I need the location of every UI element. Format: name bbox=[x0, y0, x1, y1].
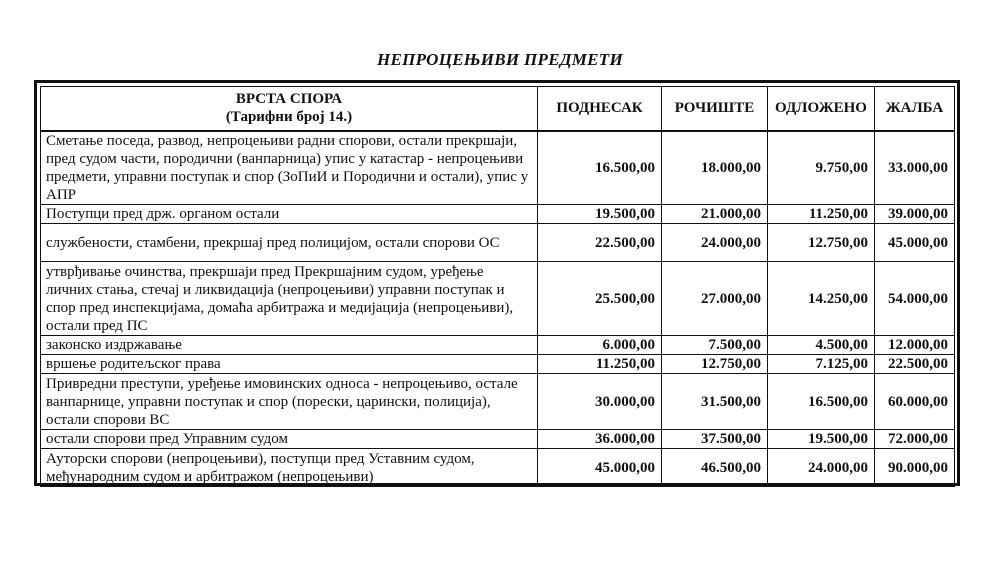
row-hearing-fee: 46.500,00 bbox=[662, 449, 768, 487]
table-row bbox=[41, 224, 955, 262]
table-row bbox=[41, 131, 955, 205]
table-row bbox=[41, 205, 955, 224]
row-description: службености, стамбени, прекршај пред полицијом, остали спорови ОС bbox=[41, 224, 538, 262]
row-filing-fee: 11.250,00 bbox=[538, 355, 662, 374]
tariff-table bbox=[40, 86, 955, 487]
row-appeal-fee: 45.000,00 bbox=[875, 224, 955, 262]
document-title: НЕПРОЦЕЊИВИ ПРЕДМЕТИ bbox=[376, 50, 624, 69]
row-appeal-fee: 39.000,00 bbox=[875, 205, 955, 224]
row-appeal-fee: 60.000,00 bbox=[875, 374, 955, 430]
header-tariff-number: (Тарифни број 14.) bbox=[225, 109, 353, 126]
row-filing-fee: 30.000,00 bbox=[538, 374, 662, 430]
row-postponed-fee: 9.750,00 bbox=[768, 131, 875, 205]
row-description: Поступци пред држ. органом остали bbox=[41, 205, 538, 224]
table-row bbox=[41, 430, 955, 449]
table-row bbox=[41, 336, 955, 355]
row-filing-fee: 22.500,00 bbox=[538, 224, 662, 262]
row-filing-fee: 36.000,00 bbox=[538, 430, 662, 449]
row-filing-fee: 6.000,00 bbox=[538, 336, 662, 355]
row-hearing-fee: 12.750,00 bbox=[662, 355, 768, 374]
header-dispute-type bbox=[41, 87, 538, 131]
header-postponed: ОДЛОЖЕНО bbox=[768, 87, 875, 131]
header-dispute-type-label: ВРСТА СПОРА bbox=[235, 91, 343, 108]
row-filing-fee: 45.000,00 bbox=[538, 449, 662, 487]
table-row bbox=[41, 449, 955, 487]
table-row bbox=[41, 262, 955, 336]
row-postponed-fee: 14.250,00 bbox=[768, 262, 875, 336]
row-hearing-fee: 37.500,00 bbox=[662, 430, 768, 449]
row-description: законско издржавање bbox=[41, 336, 538, 355]
row-filing-fee: 25.500,00 bbox=[538, 262, 662, 336]
row-hearing-fee: 7.500,00 bbox=[662, 336, 768, 355]
header-row bbox=[41, 87, 955, 131]
row-appeal-fee: 22.500,00 bbox=[875, 355, 955, 374]
header-appeal: ЖАЛБА bbox=[875, 87, 955, 131]
row-hearing-fee: 24.000,00 bbox=[662, 224, 768, 262]
header-filing: ПОДНЕСАК bbox=[538, 87, 662, 131]
row-filing-fee: 16.500,00 bbox=[538, 131, 662, 205]
row-hearing-fee: 31.500,00 bbox=[662, 374, 768, 430]
row-description: остали спорови пред Управним судом bbox=[41, 430, 538, 449]
row-appeal-fee: 90.000,00 bbox=[875, 449, 955, 487]
row-hearing-fee: 21.000,00 bbox=[662, 205, 768, 224]
row-filing-fee: 19.500,00 bbox=[538, 205, 662, 224]
row-description: утврђивање очинства, прекршаји пред Прекршајним судом, уређење личних стања, стечај и ликвидација (непроцењиви) управни поступак и спор пред инспекцијама, домаћа арбитража и медијација (непроцењиви), остали пред ПС bbox=[41, 262, 538, 336]
row-appeal-fee: 33.000,00 bbox=[875, 131, 955, 205]
row-appeal-fee: 72.000,00 bbox=[875, 430, 955, 449]
row-description: Привредни преступи, уређење имовинских односа - непроцењиво, остале ванпарнице, управни поступак и спор (порески, царински, полиција), остали спорови ВС bbox=[41, 374, 538, 430]
row-hearing-fee: 27.000,00 bbox=[662, 262, 768, 336]
row-postponed-fee: 4.500,00 bbox=[768, 336, 875, 355]
row-hearing-fee: 18.000,00 bbox=[662, 131, 768, 205]
row-description: Ауторски спорови (непроцењиви), поступци пред Уставним судом, међународним судом и арбитражом (непроцењиви) bbox=[41, 449, 538, 487]
header-hearing: РОЧИШТЕ bbox=[662, 87, 768, 131]
row-postponed-fee: 12.750,00 bbox=[768, 224, 875, 262]
row-postponed-fee: 16.500,00 bbox=[768, 374, 875, 430]
tariff-table-frame bbox=[34, 80, 960, 486]
row-appeal-fee: 12.000,00 bbox=[875, 336, 955, 355]
row-postponed-fee: 7.125,00 bbox=[768, 355, 875, 374]
row-description: Сметање поседа, развод, непроцењиви радни спорови, остали прекршаји, пред судом части, породични (ванпарница) упис у катастар - непроцењиви предмети, управни поступак и спор (ЗоПиИ и Породични и остали), упис у АПР bbox=[41, 131, 538, 205]
row-postponed-fee: 11.250,00 bbox=[768, 205, 875, 224]
table-row bbox=[41, 374, 955, 430]
row-postponed-fee: 19.500,00 bbox=[768, 430, 875, 449]
row-postponed-fee: 24.000,00 bbox=[768, 449, 875, 487]
row-description: вршење родитељског права bbox=[41, 355, 538, 374]
row-appeal-fee: 54.000,00 bbox=[875, 262, 955, 336]
table-row bbox=[41, 355, 955, 374]
